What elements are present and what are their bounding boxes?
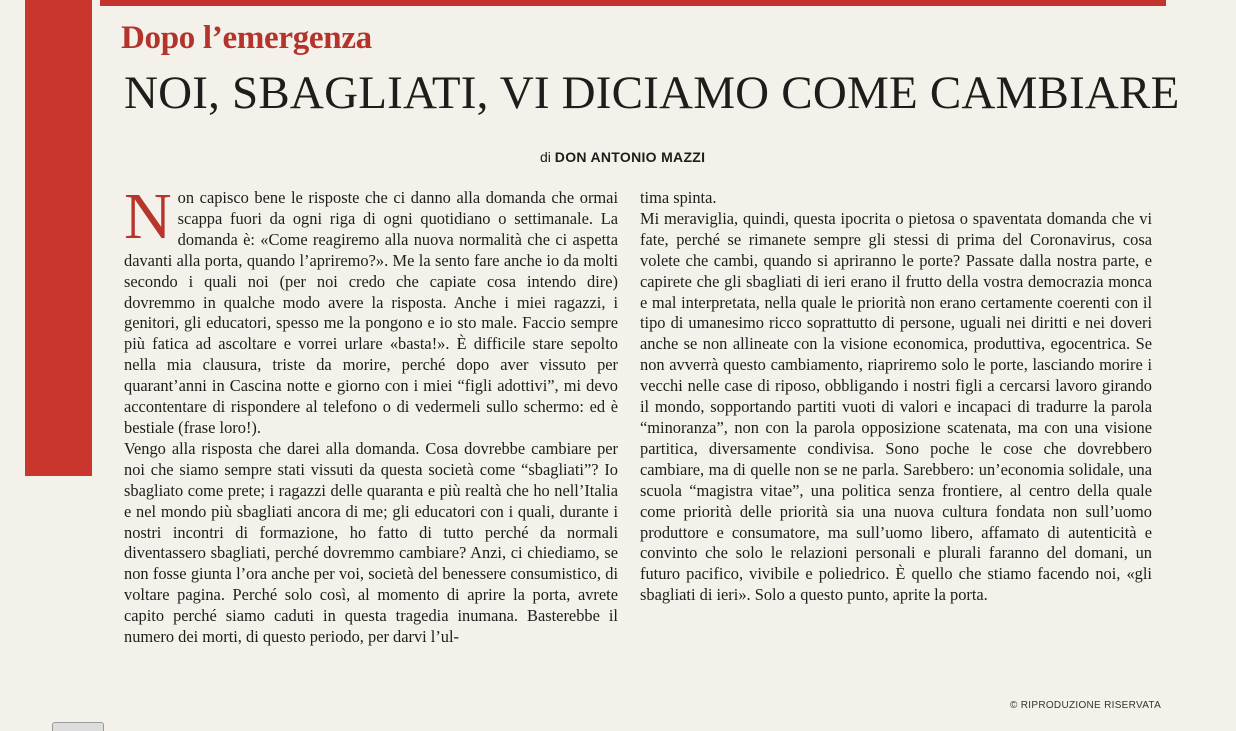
article-headline: NOI, SBAGLIATI, VI DICIAMO COME CAMBIARE xyxy=(124,67,1180,119)
byline xyxy=(540,149,705,165)
paragraph-3: Mi meraviglia, quindi, questa ipocrita o pietosa o spaventata domanda che vi fate, perché se rimanete sempre gli stessi di prima del Coronavirus, cosa volete che cambi, quando si apriranno le porte? Passate dalla nostra parte, e capirete che gli sbagliati di ieri erano il frutto della vostra democrazia monca e mal interpretata, nella quale le priorità non erano certamente coerenti con il tipo di umanesimo ricco soprattutto di persone, uguali nei diritti e nei doveri anche se non allineate con la visione economica, produttiva, egocentrica. Se non avverrà questo cambiamento, riapriremo solo le porte, lasciando morire i vecchi nelle case di riposo, obbligando i nostri figli a cercarsi lavoro girando il mondo, sopportando partiti vuoti di valori e incapaci di tradurre la parola “minoranza”, non con la parola opposizione scatenata, ma con una visione partitica, diversamente condivisa. Sono poche le cose che dovrebbero cambiare, ma di quelle non se ne parla. Sarebbero: un’economia solidale, una scuola “magistra vitae”, una politica senza frontiere, al centro della quale come priorità delle priorità sia una nuova cultura fondata non sull’uomo produttore e consumatore, ma sull’uomo libero, affamato di autenticità e convinto che solo le relazioni personali e plurali faranno del domani, un futuro pacifico, vivibile e poliedrico. È quello che stiamo facendo noi, «gli sbagliati di ieri». Solo a questo punto, aprite la porta. xyxy=(640,208,1152,605)
paragraph-2: Vengo alla risposta che darei alla domanda. Cosa dovrebbe cambiare per noi che siamo sempre stati vissuti da questa società come “sbagliati”? Io sbagliato come prete; i ragazzi delle quaranta e più realtà che ho nell’Italia e nel mondo più sbagliati ancora di me; gli educatori con i quali, durante i nostri incontri di formazione, ho fatto di tutto perché da normali diventassero sbagliati, perché dovremmo cambiare? Anzi, ci chiediamo, se non fosse giunta l’ora anche per voi, società del benessere consumistico, di voltare pagina. Perché solo così, al momento di aprire la porta, avrete capito perché siamo caduti in questa tragedia inumana. Basterebbe il numero dei morti, di questo periodo, per darvi l’ul- xyxy=(124,438,618,647)
red-side-bar xyxy=(25,0,92,476)
copyright-credit: © RIPRODUZIONE RISERVATA xyxy=(1010,700,1162,711)
article-kicker: Dopo l’emergenza xyxy=(121,20,372,56)
drop-cap: N xyxy=(124,180,172,253)
top-red-rule xyxy=(100,0,1166,6)
paragraph-1 xyxy=(124,180,618,439)
page-corner-tab xyxy=(52,722,104,731)
article-column-1 xyxy=(124,180,618,648)
paragraph-2-continued: tima spinta. xyxy=(640,188,717,207)
author-name: DON ANTONIO MAZZI xyxy=(554,149,706,165)
byline-prefix: di xyxy=(540,149,551,165)
paragraph-1-text: on capisco bene le risposte che ci danno alla domanda che ormai scappa fuori da ogni riga di ogni quotidiano o settimanale. La domanda è: «Come reagiremo alla nuova normalità che ci aspetta davanti alla porta, quando l’apriremo?». Me la sento fare anche io da molti secondo i quali noi (per noi credo che capiate cosa intendo dire) dovremmo in qualche modo avere la risposta. Anche i miei ragazzi, i genitori, gli educatori, spesso me la pongono e io sto male. Faccio sempre più fatica ad ascoltare e vorrei urlare «basta!». È difficile stare sepolto nella mia clausura, triste da morire, perché dopo aver vissuto per quarant’anni in Cascina notte e giorno con i miei “figli adottivi”, mi devo accontentare di rispondere al telefono o di vedermeli sullo schermo: ed è bestiale (frase loro!). xyxy=(124,188,618,437)
article-column-2 xyxy=(640,188,1152,606)
